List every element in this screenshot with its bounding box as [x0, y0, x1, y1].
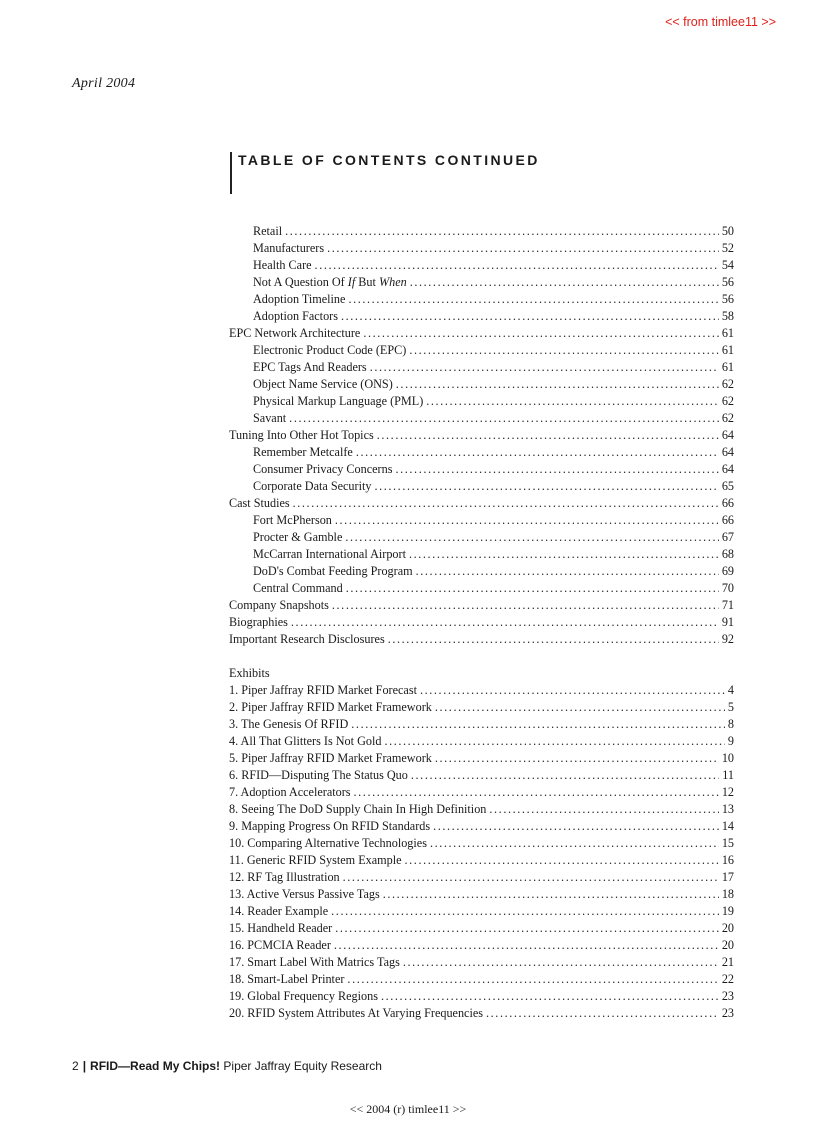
toc-entry-label: Corporate Data Security	[253, 479, 372, 493]
table-of-contents	[229, 223, 734, 1022]
exhibit-entry	[229, 682, 734, 699]
exhibit-entry-label: 16. PCMCIA Reader	[229, 938, 331, 952]
dot-leader	[383, 886, 719, 903]
dot-leader	[347, 971, 718, 988]
toc-entry-page: 62	[721, 377, 734, 391]
footer-page-number: 2	[72, 1059, 79, 1073]
toc-entry-label: Manufacturers	[253, 241, 325, 255]
footer-report-title: RFID—Read My Chips!	[90, 1059, 221, 1073]
dot-leader	[341, 308, 719, 325]
toc-entry	[229, 291, 734, 308]
exhibit-entry-page: 23	[721, 989, 734, 1003]
exhibit-entry-page: 5	[727, 700, 734, 714]
dot-leader	[334, 937, 719, 954]
exhibit-entry	[229, 818, 734, 835]
exhibit-entry-page: 20	[721, 921, 734, 935]
exhibit-entry-label: 1. Piper Jaffray RFID Market Forecast	[229, 683, 417, 697]
toc-entry	[229, 342, 734, 359]
dot-leader	[384, 733, 724, 750]
toc-entry-page: 64	[721, 462, 734, 476]
toc-entry-page: 62	[721, 411, 734, 425]
dot-leader	[433, 818, 719, 835]
exhibit-entry-label: 5. Piper Jaffray RFID Market Framework	[229, 751, 432, 765]
toc-entry-label: Company Snapshots	[229, 598, 329, 612]
exhibit-entry-label: 10. Comparing Alternative Technologies	[229, 836, 427, 850]
exhibit-entry-label: 2. Piper Jaffray RFID Market Framework	[229, 700, 432, 714]
exhibit-entry-page: 9	[727, 734, 734, 748]
exhibit-entry-page: 19	[721, 904, 734, 918]
toc-entry-page: 66	[721, 513, 734, 527]
dot-leader	[410, 274, 719, 291]
toc-entry-label	[253, 274, 407, 291]
exhibit-entry	[229, 971, 734, 988]
toc-entry-page: 61	[721, 343, 734, 357]
toc-entry-label: EPC Tags And Readers	[253, 360, 367, 374]
toc-entry	[229, 427, 734, 444]
toc-entry	[229, 376, 734, 393]
toc-entry-page: 65	[721, 479, 734, 493]
toc-entry-page: 92	[721, 632, 734, 646]
dot-leader	[331, 903, 719, 920]
toc-entry-label: Adoption Factors	[253, 309, 338, 323]
exhibit-entry-page: 10	[721, 751, 734, 765]
dot-leader	[289, 410, 719, 427]
dot-leader	[374, 478, 718, 495]
dot-leader	[395, 461, 718, 478]
exhibit-entry	[229, 835, 734, 852]
toc-entry-page: 91	[721, 615, 734, 629]
exhibit-entry-label: 20. RFID System Attributes At Varying Frequencies	[229, 1006, 484, 1020]
dot-leader	[346, 580, 719, 597]
toc-entry-label: Physical Markup Language (PML)	[253, 394, 424, 408]
toc-entry-label-part: Not A Question Of	[253, 275, 348, 289]
dot-leader	[388, 631, 719, 648]
dot-leader	[345, 529, 718, 546]
exhibit-entry-page: 20	[721, 938, 734, 952]
toc-entry	[229, 597, 734, 614]
exhibit-entry-label: 12. RF Tag Illustration	[229, 870, 340, 884]
exhibit-entry	[229, 801, 734, 818]
toc-entry-page: 64	[721, 428, 734, 442]
dot-leader	[285, 223, 719, 240]
exhibit-entry-label: 8. Seeing The DoD Supply Chain In High Definition	[229, 802, 487, 816]
exhibit-entry-label: 17. Smart Label With Matrics Tags	[229, 955, 400, 969]
exhibit-entry-label: 6. RFID—Disputing The Status Quo	[229, 768, 408, 782]
dot-leader	[315, 257, 719, 274]
exhibit-entry-page: 8	[727, 717, 734, 731]
exhibit-entry	[229, 937, 734, 954]
exhibit-entry-page: 13	[721, 802, 734, 816]
toc-entry-label-part: But	[355, 275, 379, 289]
toc-entry-page: 66	[721, 496, 734, 510]
dot-leader	[327, 240, 719, 257]
toc-entry	[229, 495, 734, 512]
dot-leader	[420, 682, 725, 699]
toc-entry	[229, 512, 734, 529]
exhibit-entry-page: 21	[721, 955, 734, 969]
exhibit-entry	[229, 733, 734, 750]
exhibit-entry-page: 14	[721, 819, 734, 833]
exhibit-entry-label: 4. All That Glitters Is Not Gold	[229, 734, 382, 748]
toc-entry-page: 62	[721, 394, 734, 408]
toc-entry-label: Central Command	[253, 581, 343, 595]
dot-leader	[335, 920, 719, 937]
toc-entry-label: McCarran International Airport	[253, 547, 406, 561]
toc-entry-page: 58	[721, 309, 734, 323]
dot-leader	[435, 699, 725, 716]
watermark-bottom: << 2004 (r) timlee11 >>	[349, 1102, 467, 1116]
toc-list	[229, 223, 734, 648]
toc-entry-label: Cast Studies	[229, 496, 290, 510]
dot-leader	[409, 546, 719, 563]
toc-entry-page: 50	[721, 224, 734, 238]
exhibit-entry-page: 12	[721, 785, 734, 799]
toc-entry-page: 67	[721, 530, 734, 544]
exhibit-entry-label: 18. Smart-Label Printer	[229, 972, 345, 986]
toc-entry	[229, 359, 734, 376]
exhibits-heading: Exhibits	[229, 666, 270, 680]
toc-entry-label-part: If	[347, 275, 356, 289]
report-date: April 2004	[72, 76, 136, 91]
dot-leader	[291, 614, 719, 631]
exhibit-entry-page: 23	[721, 1006, 734, 1020]
toc-entry-page: 56	[721, 275, 734, 289]
section-rule	[230, 152, 232, 194]
dot-leader	[293, 495, 719, 512]
toc-entry-page: 64	[721, 445, 734, 459]
exhibit-entry	[229, 954, 734, 971]
toc-entry	[229, 410, 734, 427]
exhibit-entry	[229, 716, 734, 733]
exhibit-list	[229, 682, 734, 1022]
toc-entry-label-part: When	[378, 275, 407, 289]
exhibit-entry-label: 7. Adoption Accelerators	[229, 785, 351, 799]
exhibit-entry-page: 4	[727, 683, 734, 697]
exhibit-entry	[229, 784, 734, 801]
toc-entry-page: 68	[721, 547, 734, 561]
exhibit-entry	[229, 699, 734, 716]
dot-leader	[351, 716, 725, 733]
toc-entry	[229, 478, 734, 495]
exhibit-entry	[229, 988, 734, 1005]
toc-entry-label: EPC Network Architecture	[229, 326, 361, 340]
exhibit-entry-page: 11	[722, 768, 734, 782]
exhibit-entry	[229, 886, 734, 903]
toc-entry	[229, 529, 734, 546]
toc-entry	[229, 240, 734, 257]
exhibit-entry-label: 11. Generic RFID System Example	[229, 853, 402, 867]
exhibit-entry	[229, 1005, 734, 1022]
exhibit-entry-label: 14. Reader Example	[229, 904, 329, 918]
toc-entry-label: Consumer Privacy Concerns	[253, 462, 393, 476]
toc-entry	[229, 614, 734, 631]
dot-leader	[335, 512, 719, 529]
exhibit-entry-label: 9. Mapping Progress On RFID Standards	[229, 819, 431, 833]
exhibit-entry-page: 18	[721, 887, 734, 901]
exhibit-entry	[229, 852, 734, 869]
toc-entry	[229, 631, 734, 648]
footer-publisher: Piper Jaffray Equity Research	[223, 1059, 382, 1073]
toc-entry	[229, 308, 734, 325]
dot-leader	[426, 393, 719, 410]
exhibit-entry-label: 19. Global Frequency Regions	[229, 989, 378, 1003]
dot-leader	[411, 767, 719, 784]
toc-entry-label: Tuning Into Other Hot Topics	[229, 428, 374, 442]
dot-leader	[356, 444, 719, 461]
dot-leader	[489, 801, 718, 818]
page-footer	[72, 1059, 382, 1073]
dot-leader	[370, 359, 719, 376]
exhibit-entry	[229, 903, 734, 920]
toc-entry-label: Fort McPherson	[253, 513, 332, 527]
exhibit-entry	[229, 750, 734, 767]
toc-entry-label: Health Care	[253, 258, 312, 272]
dot-leader	[377, 427, 719, 444]
toc-entry	[229, 223, 734, 240]
toc-entry-label: Object Name Service (ONS)	[253, 377, 393, 391]
toc-entry-page: 61	[721, 360, 734, 374]
toc-entry	[229, 563, 734, 580]
exhibit-entry-label: 13. Active Versus Passive Tags	[229, 887, 380, 901]
dot-leader	[332, 597, 719, 614]
dot-leader	[343, 869, 719, 886]
toc-entry-label: Procter & Gamble	[253, 530, 343, 544]
toc-entry-label: Adoption Timeline	[253, 292, 346, 306]
footer-separator: |	[82, 1059, 87, 1073]
exhibit-entry-label: 15. Handheld Reader	[229, 921, 333, 935]
toc-entry	[229, 325, 734, 342]
exhibit-entry-page: 17	[721, 870, 734, 884]
exhibit-entry	[229, 920, 734, 937]
dot-leader	[409, 342, 718, 359]
exhibit-entry	[229, 767, 734, 784]
toc-entry	[229, 444, 734, 461]
toc-entry	[229, 257, 734, 274]
dot-leader	[354, 784, 719, 801]
dot-leader	[416, 563, 719, 580]
dot-leader	[363, 325, 718, 342]
toc-entry-label: Biographies	[229, 615, 288, 629]
watermark-top: << from timlee11 >>	[665, 15, 776, 29]
dot-leader	[381, 988, 719, 1005]
toc-entry-label: Savant	[253, 411, 287, 425]
dot-leader	[396, 376, 719, 393]
dot-leader	[435, 750, 719, 767]
dot-leader	[486, 1005, 719, 1022]
dot-leader	[348, 291, 718, 308]
exhibit-entry-page: 15	[721, 836, 734, 850]
dot-leader	[405, 852, 719, 869]
toc-entry-label: Retail	[253, 224, 283, 238]
toc-entry-page: 69	[721, 564, 734, 578]
dot-leader	[403, 954, 719, 971]
toc-entry-page: 54	[721, 258, 734, 272]
toc-entry-page: 71	[721, 598, 734, 612]
section-title: TABLE OF CONTENTS CONTINUED	[238, 152, 540, 168]
toc-entry-page: 61	[721, 326, 734, 340]
toc-entry-label: DoD's Combat Feeding Program	[253, 564, 413, 578]
toc-entry-label: Important Research Disclosures	[229, 632, 385, 646]
exhibit-entry	[229, 869, 734, 886]
toc-entry	[229, 461, 734, 478]
toc-entry-label: Remember Metcalfe	[253, 445, 353, 459]
toc-entry	[229, 274, 734, 291]
toc-entry	[229, 580, 734, 597]
exhibit-entry-page: 22	[721, 972, 734, 986]
toc-entry-page: 70	[721, 581, 734, 595]
toc-entry-page: 56	[721, 292, 734, 306]
toc-entry	[229, 393, 734, 410]
toc-entry-page: 52	[721, 241, 734, 255]
exhibit-entry-page: 16	[721, 853, 734, 867]
toc-entry	[229, 546, 734, 563]
exhibit-entry-label: 3. The Genesis Of RFID	[229, 717, 349, 731]
toc-entry-label: Electronic Product Code (EPC)	[253, 343, 407, 357]
dot-leader	[430, 835, 719, 852]
